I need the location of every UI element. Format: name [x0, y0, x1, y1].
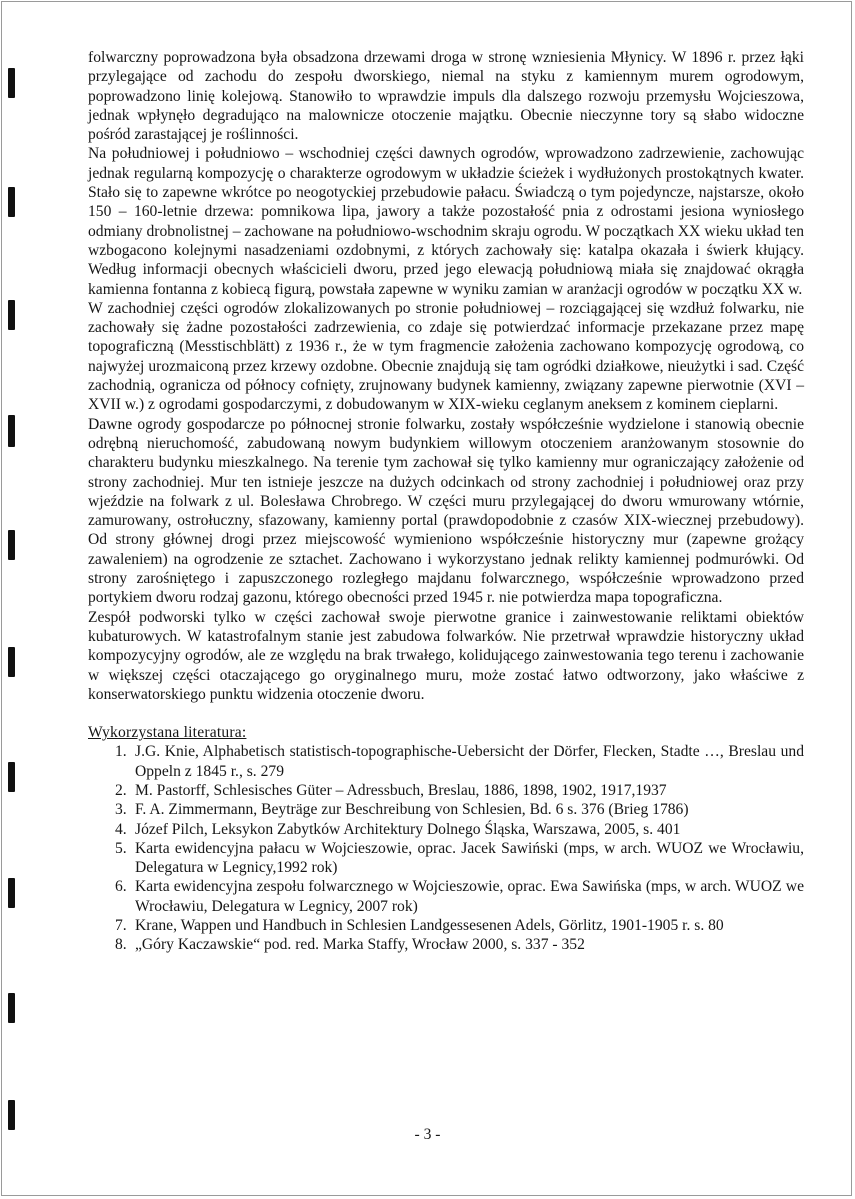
item-text: M. Pastorff, Schlesisches Güter – Adressbuch, Breslau, 1886, 1898, 1902, 1917,1937 — [135, 781, 667, 799]
bibliography-item — [88, 916, 804, 935]
punch-mark — [8, 530, 15, 560]
document-body — [88, 48, 804, 955]
paragraph: folwarczny poprowadzona była obsadzona drzewami droga w stronę wzniesienia Młynicy. W 1896 r. przez łąki przylegające od zachodu do zespołu dworskiego, niemal na styku z kamiennym murem ogrodowym, poprowadzono linię kolejową. Stanowiło to wprawdzie impuls dla dalszego rozwoju przemysłu Wojcieszowa, jednak wpłynęło degradująco na malownicze otoczenie majątku. Obecnie nieczynne tory są słabo widoczne pośród zarastającej je roślinności. — [88, 49, 804, 144]
bibliography-item — [88, 781, 804, 800]
bibliography-item — [88, 935, 804, 954]
punch-mark — [8, 187, 15, 217]
punch-mark — [8, 993, 15, 1023]
bibliography-list — [88, 742, 804, 954]
punch-mark — [8, 878, 15, 908]
punch-mark — [8, 762, 15, 792]
item-text: Karta ewidencyjna zespołu folwarcznego w Wojcieszowie, oprac. Ewa Sawińska (mps, w arch. WUOZ we Wrocławiu, Delegatura w Legnicy, 2007 rok) — [135, 878, 804, 915]
bibliography-heading: Wykorzystana literatura: — [88, 724, 247, 742]
bibliography-item — [88, 877, 804, 916]
item-number: 1. — [115, 743, 127, 761]
bibliography-item — [88, 839, 804, 878]
item-text: F. A. Zimmermann, Beyträge zur Beschreibung von Schlesien, Bd. 6 s. 376 (Brieg 1786) — [135, 801, 689, 819]
paragraph: Zespół podworski tylko w części zachował swoje pierwotne granice i zainwestowanie reliktami obiektów kubaturowych. W katastrofalnym stanie jest zabudowa folwarków. Nie przetrwał wprawdzie historyczny układ kompozycyjny ogrodów, ale ze względu na brak trwałego, kolidującego zainwestowania tego terenu i zachowanie w większej części otaczającego go oryginalnego muru, może zostać łatwo odtworzony, jako właściwe z konserwatorskiego punktu widzenia otoczenie dworu. — [88, 608, 804, 703]
item-text: Józef Pilch, Leksykon Zabytków Architektury Dolnego Śląska, Warszawa, 2005, s. 401 — [135, 820, 681, 838]
item-number: 8. — [115, 936, 127, 954]
punch-mark — [8, 647, 15, 677]
item-number: 4. — [115, 820, 127, 838]
item-text: J.G. Knie, Alphabetisch statistisch-topographische-Uebersicht der Dörfer, Flecken, Stadte …, Breslau und Oppeln z 1845 r., s. 279 — [135, 743, 804, 780]
punch-mark — [8, 68, 15, 98]
item-number: 5. — [115, 839, 127, 857]
paragraph: Dawne ogrody gospodarcze po północnej stronie folwarku, zostały współcześnie wydzielone i stanowią obecnie odrębną nieruchomość, zabudowaną nowym budynkiem willowym otoczeniem aranżowanym stosownie do charakteru budynku mieszkalnego. Na terenie tym zachował się tylko kamienny mur ograniczający założenie od strony zachodniej. Mur ten istnieje jeszcze na dużych odcinkach od strony zachodniej i południowej oraz przy wjeździe na folwark z ul. Bolesława Chrobrego. W części muru przylegającej do dworu wmurowany wtórnie, zamurowany, ostrołuczny, sfazowany, kamienny portal (prawdopodobnie z czasów XIX-wiecznej przebudowy). Od strony głównej drogi przez miejscowość wymieniono współcześnie historyczny mur (zapewne grożący zawaleniem) na ogrodzenie ze sztachet. Zachowano i wykorzystano jednak relikty kamiennej podmurówki. Od strony zarośniętego i zapuszczonego rozległego majdanu folwarcznego, współcześnie wprowadzono przed portykiem dworu rodzaj gazonu, którego obecności przed 1945 r. nie potwierdza mapa topograficzna. — [88, 415, 804, 607]
item-text: Krane, Wappen und Handbuch in Schlesien Landgessesenen Adels, Görlitz, 1901-1905 r. s. 80 — [135, 917, 724, 935]
bibliography-item — [88, 800, 804, 819]
bibliography-item — [88, 742, 804, 781]
bibliography-item — [88, 820, 804, 839]
item-number: 3. — [115, 801, 127, 819]
paragraph: W zachodniej części ogrodów zlokalizowanych po stronie południowej – rozciągającej się wzdłuż folwarku, nie zachowały się żadne pozostałości zadrzewienia, co zdaje się potwierdzać informacje przekazane przez mapę topograficzną (Messtischblätt) z 1936 r., że w tym fragmencie założenia zachowano kompozycję ogrodową, co najwyżej urozmaiconą przez krzewy ozdobne. Obecnie znajdują się tam ogródki działkowe, nieużytki i sad. Część zachodnią, ogranicza od północy cofnięty, zrujnowany budynek kamienny, związany zapewne pierwotnie (XVI – XVII w.) z ogrodami gospodarczymi, z dobudowanym w XIX-wieku ceglanym aneksem z kominem cieplarni. — [88, 299, 804, 414]
page-number: - 3 - — [414, 1126, 441, 1143]
item-number: 6. — [115, 878, 127, 896]
item-text: Karta ewidencyjna pałacu w Wojcieszowie, oprac. Jacek Sawiński (mps, w arch. WUOZ we Wrocławiu, Delegatura w Legnicy,1992 rok) — [135, 839, 804, 877]
punch-mark — [8, 415, 15, 447]
item-number: 2. — [115, 781, 127, 799]
item-text: „Góry Kaczawskie“ pod. red. Marka Staffy, Wrocław 2000, s. 337 - 352 — [135, 936, 585, 954]
punch-mark — [8, 300, 15, 330]
item-number: 7. — [115, 917, 127, 935]
paragraph: Na południowej i południowo – wschodniej części dawnych ogrodów, wprowadzono zadrzewienie, zachowując jednak regularną kompozycję o charakterze ogrodowym w układzie ścieżek i wydłużonych prostokątnych kwater. Stało się to zapewne wkrótce po neogotyckiej przebudowie pałacu. Świadczą o tym pojedyncze, najstarsze, około 150 – 160-letnie drzewa: pomnikowa lipa, jawory a także pozostałość pnia z odrostami jesiona wyniosłego odmiany drobnolistnej – zachowane na południowo-wschodnim skraju ogrodu. W początkach XX wieku układ ten wzbogacono kolejnymi nasadzeniami ozdobnymi, z których zachowały się: katalpa okazała i świerk kłujący. Według informacji obecnych właścicieli dworu, przed jego elewacją południową miała się znajdować okrągła kamienna fontanna z kobiecą figurą, powstała zapewne w wyniku zamian w aranżacji ogrodów w początku XX w. — [88, 145, 804, 298]
